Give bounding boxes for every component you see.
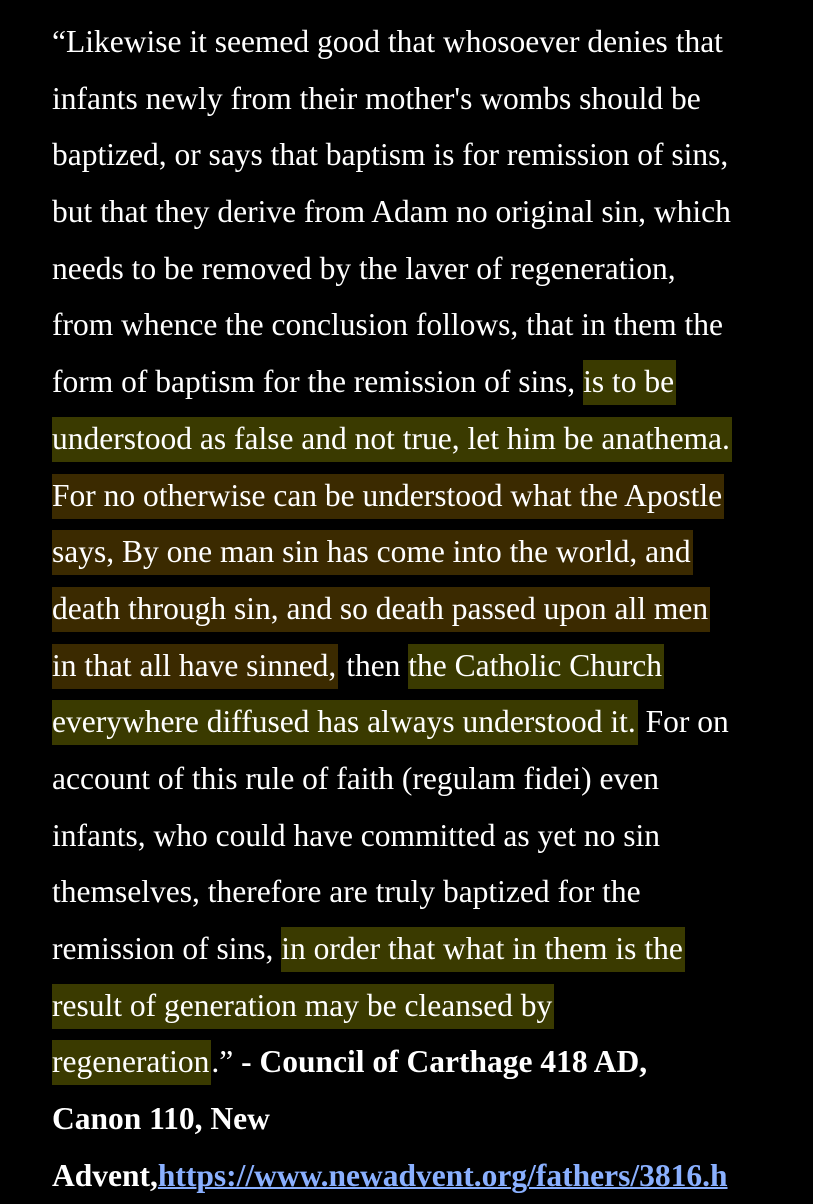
quote-text: remission of sins,: [52, 931, 274, 966]
quote-text: account of this rule of faith (regulam fidei) even: [52, 760, 660, 796]
highlighted-text: understood as false and not true, let him be anathema.: [52, 417, 732, 462]
quote-line: [52, 127, 792, 184]
quote-line: [52, 241, 792, 298]
quote-line: [52, 184, 792, 241]
quote-block: [52, 14, 792, 1204]
quote-line: [52, 1034, 792, 1091]
source-link[interactable]: https://www.newadvent.org/fathers/3816.h: [157, 1157, 728, 1193]
quote-line: [52, 411, 792, 468]
quote-line: [52, 638, 792, 695]
highlighted-text: death through sin, and so death passed upon all men: [52, 587, 710, 632]
quote-line: [52, 978, 792, 1035]
highlighted-text: result of generation may be cleansed by: [52, 984, 554, 1029]
highlighted-text: in order that what in them is the: [281, 927, 685, 972]
highlighted-text: everywhere diffused has always understood it.: [52, 700, 638, 745]
quote-line: [52, 1091, 792, 1148]
quote-line: [52, 297, 792, 354]
quote-text: themselves, therefore are truly baptized for the: [52, 874, 641, 910]
highlighted-text: is to be: [583, 360, 676, 405]
highlighted-text: says, By one man sin has come into the world, and: [52, 530, 693, 575]
quote-line: [52, 524, 792, 581]
quote-text: needs to be removed by the laver of regeneration,: [52, 250, 676, 286]
quote-line: [52, 468, 792, 525]
quote-line: [52, 354, 792, 411]
quote-line: [52, 751, 792, 808]
highlighted-text: For no otherwise can be understood what the Apostle: [52, 474, 724, 519]
quote-text: but that they derive from Adam no original sin, which: [52, 194, 731, 230]
quote-text: infants newly from their mother's wombs should be: [52, 80, 701, 116]
quote-text: form of baptism for the remission of sins,: [52, 364, 576, 400]
attribution-publisher: Advent,: [52, 1157, 158, 1193]
quote-line: [52, 921, 792, 978]
quote-line: [52, 1148, 792, 1204]
attribution-canon: Canon 110, New: [52, 1101, 270, 1137]
quote-line: [52, 71, 792, 128]
highlighted-text: regeneration: [52, 1040, 211, 1085]
attribution-source: - Council of Carthage 418 AD,: [233, 1044, 648, 1080]
quote-text: then: [346, 647, 401, 683]
quote-text: For on: [645, 704, 729, 740]
highlighted-text: in that all have sinned,: [52, 644, 338, 689]
quote-text: “Likewise it seemed good that whosoever denies that: [52, 24, 723, 59]
highlighted-text: the Catholic Church: [408, 644, 664, 689]
quote-line: [52, 694, 792, 751]
quote-line: [52, 808, 792, 865]
quote-line: [52, 14, 792, 71]
quote-close: .”: [211, 1044, 234, 1080]
quote-text: from whence the conclusion follows, that in them the: [52, 307, 723, 343]
quote-text: baptized, or says that baptism is for remission of sins,: [52, 137, 729, 173]
quote-text: infants, who could have committed as yet no sin: [52, 817, 661, 853]
quote-line: [52, 864, 792, 921]
quote-line: [52, 581, 792, 638]
